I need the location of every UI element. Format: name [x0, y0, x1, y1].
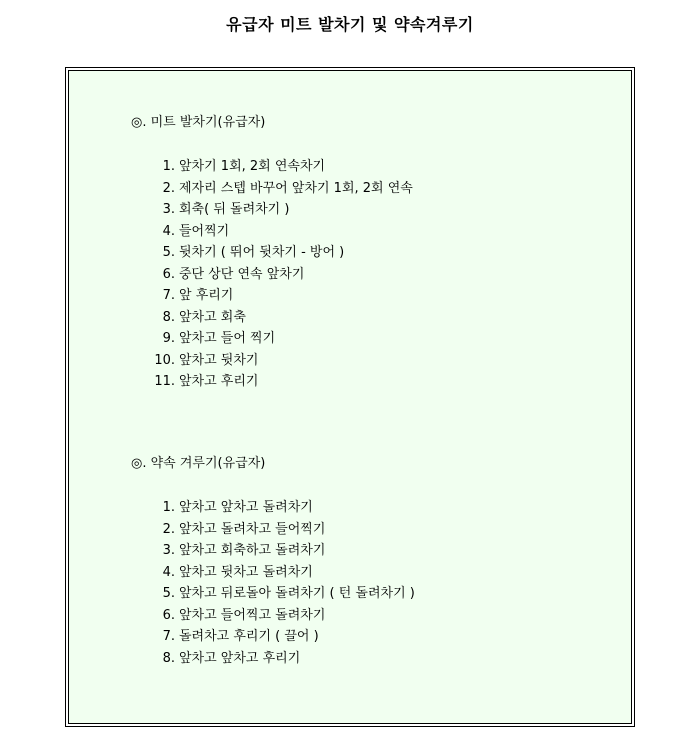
item-text: 앞차고 앞차고 후리기	[179, 650, 301, 666]
list-item	[131, 648, 415, 670]
item-text: 중단 상단 연속 앞차기	[179, 266, 305, 282]
list-item	[131, 583, 415, 605]
item-number: 5.	[162, 586, 175, 601]
item-text: 앞차고 앞차고 돌려차기	[179, 500, 313, 515]
list-item	[131, 178, 413, 200]
list-item	[131, 264, 413, 286]
item-number: 9.	[162, 331, 175, 346]
list-item	[131, 242, 413, 264]
item-number: 4.	[162, 564, 175, 580]
item-text: 뒷차기 ( 뛰어 뒷차기 - 방어 )	[179, 245, 345, 260]
item-text: 앞차고 뒷차고 돌려차기	[179, 564, 313, 580]
list-item	[131, 540, 415, 562]
item-text: 앞 후리기	[179, 288, 234, 303]
content-panel	[68, 70, 632, 724]
section-heading: ◎. 미트 발차기(유급자)	[131, 115, 266, 130]
item-text: 앞차고 들어찍고 돌려차기	[179, 607, 326, 623]
item-number: 2.	[162, 180, 175, 196]
item-number: 6.	[162, 266, 175, 282]
item-number: 8.	[162, 309, 175, 325]
item-number: 5.	[162, 245, 175, 260]
item-number: 2.	[162, 521, 175, 537]
list-item	[131, 221, 413, 243]
list-item	[131, 626, 415, 648]
item-number: 4.	[162, 223, 175, 239]
section-heading: ◎. 약속 겨루기(유급자)	[131, 456, 266, 471]
item-text: 들어찍기	[179, 223, 230, 239]
list-item	[131, 156, 413, 178]
section-promise-sparring	[131, 455, 415, 669]
item-list	[131, 497, 415, 669]
item-text: 앞차고 뒤로돌아 돌려차기 ( 턴 돌려차기 )	[179, 586, 415, 601]
item-text: 돌려차고 후리기 ( 끌어 )	[179, 629, 319, 644]
list-item	[131, 328, 413, 350]
item-number: 1.	[162, 500, 175, 515]
item-list	[131, 156, 413, 393]
item-text: 앞차고 돌려차고 들어찍기	[179, 521, 326, 537]
list-item	[131, 199, 413, 221]
item-text: 회축( 뒤 돌려차기 )	[179, 202, 290, 217]
item-number: 10.	[154, 352, 175, 368]
item-text: 앞차고 들어 찍기	[179, 331, 276, 346]
section-mitt-kicks	[131, 114, 413, 393]
item-number: 8.	[162, 650, 175, 666]
item-number: 1.	[162, 159, 175, 174]
list-item	[131, 562, 415, 584]
item-number: 6.	[162, 607, 175, 623]
item-text: 앞차고 회축	[179, 309, 246, 325]
list-item	[131, 605, 415, 627]
item-number: 3.	[162, 202, 175, 217]
list-item	[131, 307, 413, 329]
item-number: 7.	[162, 629, 175, 644]
list-item	[131, 371, 413, 393]
item-text: 제자리 스텝 바꾸어 앞차기 1회, 2회 연속	[179, 180, 413, 196]
list-item	[131, 350, 413, 372]
item-number: 3.	[162, 543, 175, 558]
item-text: 앞차기 1회, 2회 연속차기	[179, 159, 326, 174]
list-item	[131, 519, 415, 541]
item-number: 11.	[154, 374, 175, 389]
item-number: 7.	[162, 288, 175, 303]
item-text: 앞차고 후리기	[179, 374, 259, 389]
item-text: 앞차고 뒷차기	[179, 352, 259, 368]
content-frame	[65, 67, 635, 727]
page-title: 유급자 미트 발차기 및 약속겨루기	[226, 15, 474, 34]
list-item	[131, 497, 415, 519]
item-text: 앞차고 회축하고 돌려차기	[179, 543, 326, 558]
list-item	[131, 285, 413, 307]
